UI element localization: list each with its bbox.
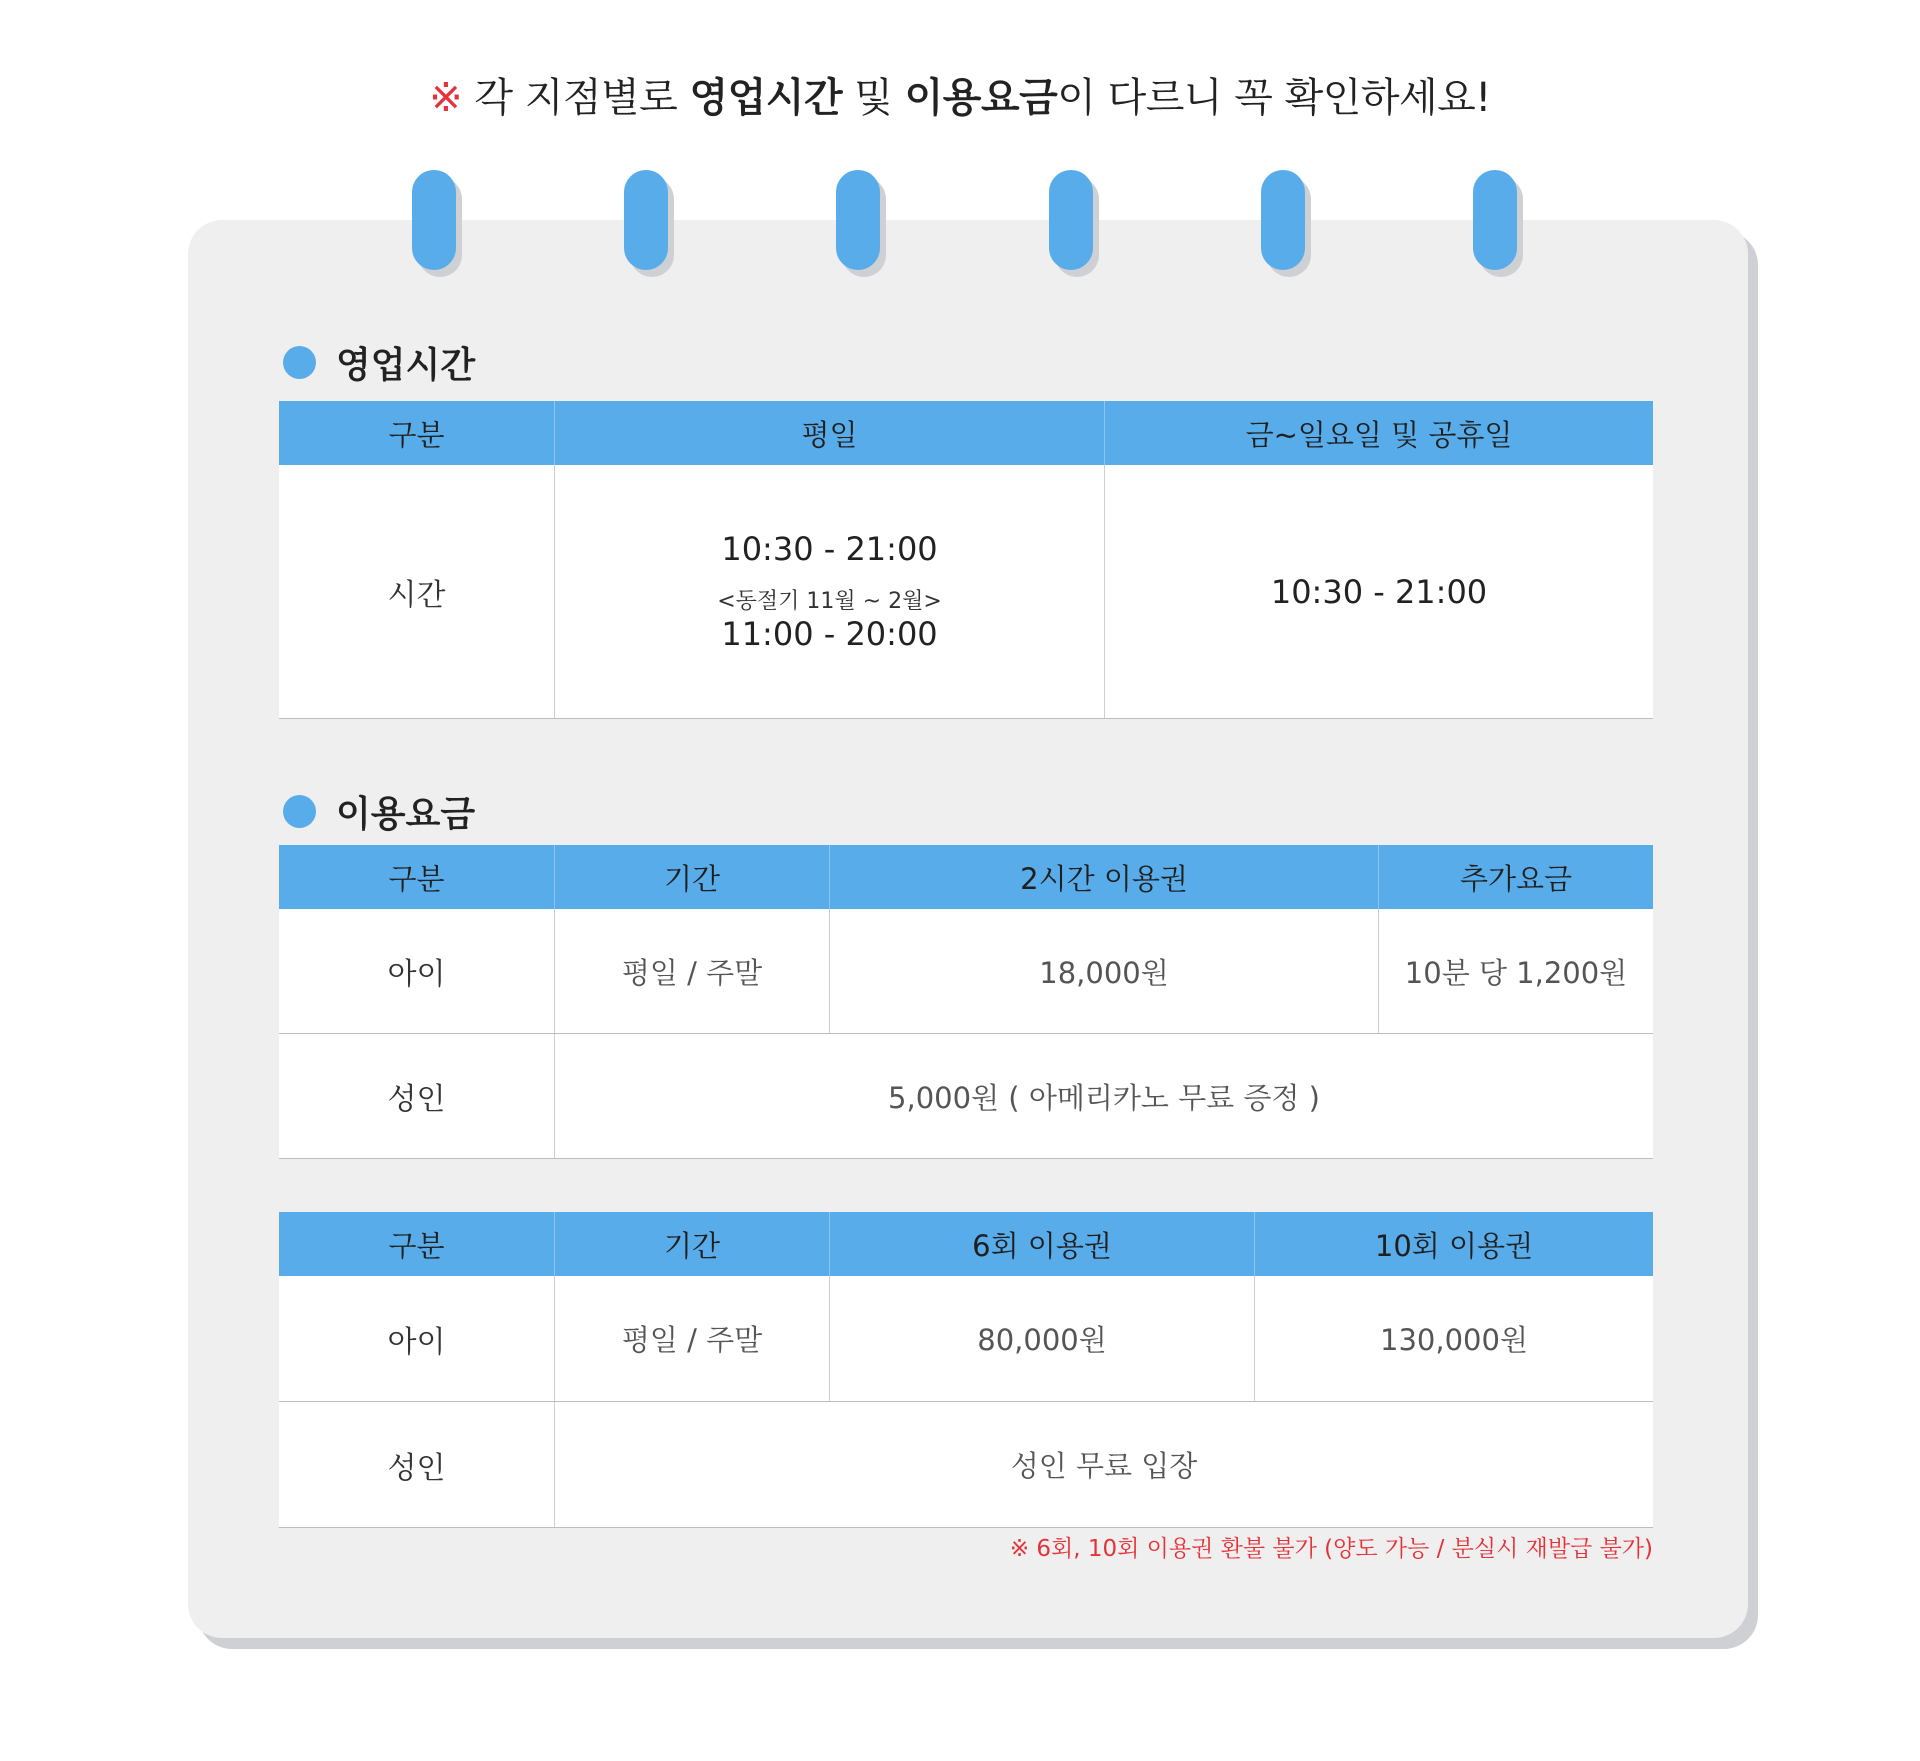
header-cell: 기간: [554, 845, 829, 909]
hours-table: [279, 401, 1653, 719]
row-label: 시간: [387, 577, 446, 613]
header-cell: 구분: [388, 861, 445, 896]
notice-fees-emphasis: 이용요금: [904, 75, 1058, 121]
table-row: [279, 1034, 1653, 1159]
binder-ring: [412, 170, 458, 270]
reference-mark: ※: [429, 75, 463, 121]
period-cell: 평일 / 주말: [554, 909, 829, 1033]
row-label: 성인: [387, 1450, 446, 1486]
fees-section-title: 이용요금: [283, 786, 475, 837]
header-cell: 구분: [388, 417, 445, 452]
bullet-dot-icon: [283, 795, 316, 828]
header-cell: 기간: [554, 1212, 829, 1276]
table-row: [279, 1276, 1653, 1402]
table-header-row: [279, 1212, 1653, 1276]
row-label: 성인: [387, 1082, 446, 1117]
table-row: [279, 909, 1653, 1034]
weekday-time: 10:30 - 21:00: [721, 530, 938, 568]
notice-hours-emphasis: 영업시간: [689, 75, 843, 121]
binder-ring: [1473, 170, 1519, 270]
binder-ring: [836, 170, 882, 270]
header-cell: 추가요금: [1378, 845, 1653, 909]
notice-heading: ※ 각 지점별로 영업시간 및 이용요금이 다르니 꼭 확인하세요!: [429, 75, 1491, 121]
fees-table-pass: [279, 1212, 1653, 1528]
extra-fee-cell: 10분 당 1,200원: [1378, 909, 1653, 1033]
refund-footnote: ※ 6회, 10회 이용권 환불 불가 (양도 가능 / 분실시 재발급 불가): [1009, 1536, 1653, 1562]
adult-fee-cell: 5,000원 ( 아메리카노 무료 증정 ): [554, 1034, 1653, 1158]
bullet-dot-icon: [283, 346, 316, 379]
row-label: 아이: [387, 957, 446, 992]
row-label: 아이: [387, 1324, 446, 1360]
weekday-hours-cell: [554, 465, 1104, 718]
winter-time: 11:00 - 20:00: [721, 615, 938, 653]
price-cell: 18,000원: [829, 909, 1378, 1033]
binder-ring: [1261, 170, 1307, 270]
header-cell: 2시간 이용권: [829, 845, 1378, 909]
weekend-hours-cell: 10:30 - 21:00: [1104, 465, 1653, 718]
header-cell: 10회 이용권: [1254, 1212, 1653, 1276]
header-cell: 구분: [388, 1228, 445, 1263]
table-row: [279, 465, 1653, 719]
winter-note: <동절기 11월 ~ 2월>: [717, 589, 942, 614]
fees-table-2hour: [279, 845, 1653, 1159]
table-row: [279, 1402, 1653, 1528]
period-cell: 평일 / 주말: [554, 1276, 829, 1401]
binder-ring: [1049, 170, 1095, 270]
table-header-row: [279, 845, 1653, 909]
price-cell: 80,000원: [829, 1276, 1254, 1401]
header-cell: 6회 이용권: [829, 1212, 1254, 1276]
header-cell: 금~일요일 및 공휴일: [1104, 401, 1653, 465]
adult-fee-cell: 성인 무료 입장: [554, 1402, 1653, 1527]
header-cell: 평일: [554, 401, 1104, 465]
table-header-row: [279, 401, 1653, 465]
binder-ring: [624, 170, 670, 270]
hours-section-title: 영업시간: [283, 337, 475, 388]
price-cell: 130,000원: [1254, 1276, 1653, 1401]
